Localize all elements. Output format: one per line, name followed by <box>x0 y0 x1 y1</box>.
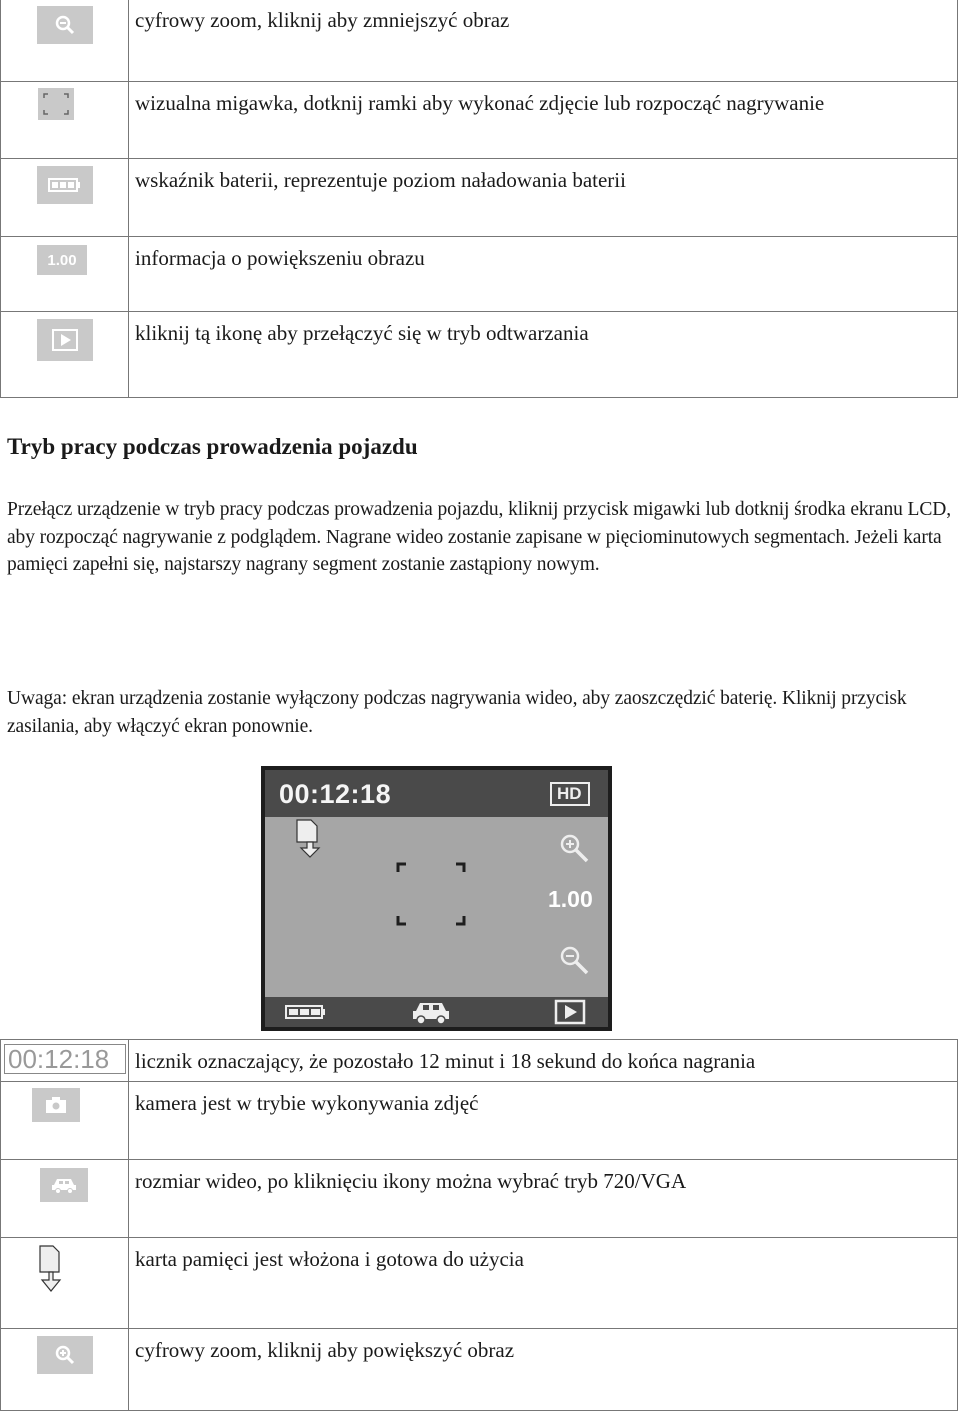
camera-icon <box>32 1088 80 1122</box>
zoom-out-description: cyfrowy zoom, kliknij aby zmniejszyć obraz <box>129 0 958 82</box>
car-icon <box>411 997 451 1030</box>
battery-icon <box>37 166 93 204</box>
table-row <box>1 1040 958 1082</box>
battery-icon <box>285 1004 327 1025</box>
table-row <box>1 237 958 312</box>
memory-card-description: karta pamięci jest włożona i gotowa do użycia <box>129 1238 958 1329</box>
zoom-level-display: 1.00 <box>548 886 593 912</box>
bottom-icon-table <box>0 1039 958 1411</box>
table-row <box>1 82 958 159</box>
table-row <box>1 1082 958 1160</box>
sd-card-icon <box>293 818 323 863</box>
section-heading: Tryb pracy podczas prowadzenia pojazdu <box>7 434 418 459</box>
zoom-out-icon <box>558 944 592 983</box>
zoom-out-icon <box>37 6 93 44</box>
shutter-frame[interactable] <box>396 862 466 931</box>
screen-top-bar <box>265 770 608 817</box>
top-icon-table <box>0 0 958 398</box>
section-paragraph: Przełącz urządzenie w tryb pracy podczas prowadzenia pojazdu, kliknij przycisk migawki lub dotknij środka ekranu LCD, aby rozpocząć nagrywanie z podglądem. Nagrane wideo zostanie zapisane w pięciominutowych segmentach. Jeżeli karta pamięci zapełni się, najstarszy nagrany segment zostanie zastąpiony nowym. <box>7 499 952 575</box>
timer-display: 00:12:18 <box>4 1044 126 1074</box>
zoom-in-icon <box>558 832 592 871</box>
table-row <box>1 159 958 237</box>
note-paragraph: Uwaga: ekran urządzenia zostanie wyłączony podczas nagrywania wideo, aby zaoszczędzić baterię. Kliknij przycisk zasilania, aby włączyć ekran ponownie. <box>7 688 907 737</box>
camera-description: kamera jest w trybie wykonywania zdjęć <box>129 1082 958 1160</box>
shutter-description: wizualna migawka, dotknij ramki aby wykonać zdjęcie lub rozpocząć nagrywanie <box>129 82 958 159</box>
sd-card-icon <box>37 1244 128 1299</box>
video-size-description: rozmiar wideo, po kliknięciu ikony można wybrać tryb 720/VGA <box>129 1160 958 1238</box>
table-row <box>1 1238 958 1329</box>
zoom-in-description: cyfrowy zoom, kliknij aby powiększyć obraz <box>129 1329 958 1411</box>
table-row <box>1 1329 958 1411</box>
timer-description: licznik oznaczający, że pozostało 12 minut i 18 sekund do końca nagrania <box>129 1040 958 1082</box>
zoom-info-description: informacja o powiększeniu obrazu <box>129 237 958 312</box>
playback-description: kliknij tą ikonę aby przełączyć się w tryb odtwarzania <box>129 312 958 398</box>
playback-icon <box>554 999 586 1030</box>
device-screen-illustration <box>261 766 612 1031</box>
recording-timer: 00:12:18 <box>279 779 392 809</box>
shutter-frame-icon <box>38 88 74 120</box>
car-icon <box>40 1168 88 1202</box>
hd-icon: HD <box>550 782 590 806</box>
playback-icon <box>37 319 93 361</box>
table-row <box>1 0 958 82</box>
screen-bottom-bar <box>265 997 608 1027</box>
zoom-level-icon: 1.00 <box>37 245 87 275</box>
table-row <box>1 312 958 398</box>
table-row <box>1 1160 958 1238</box>
zoom-in-icon <box>37 1336 93 1374</box>
battery-description: wskaźnik baterii, reprezentuje poziom naładowania baterii <box>129 159 958 237</box>
